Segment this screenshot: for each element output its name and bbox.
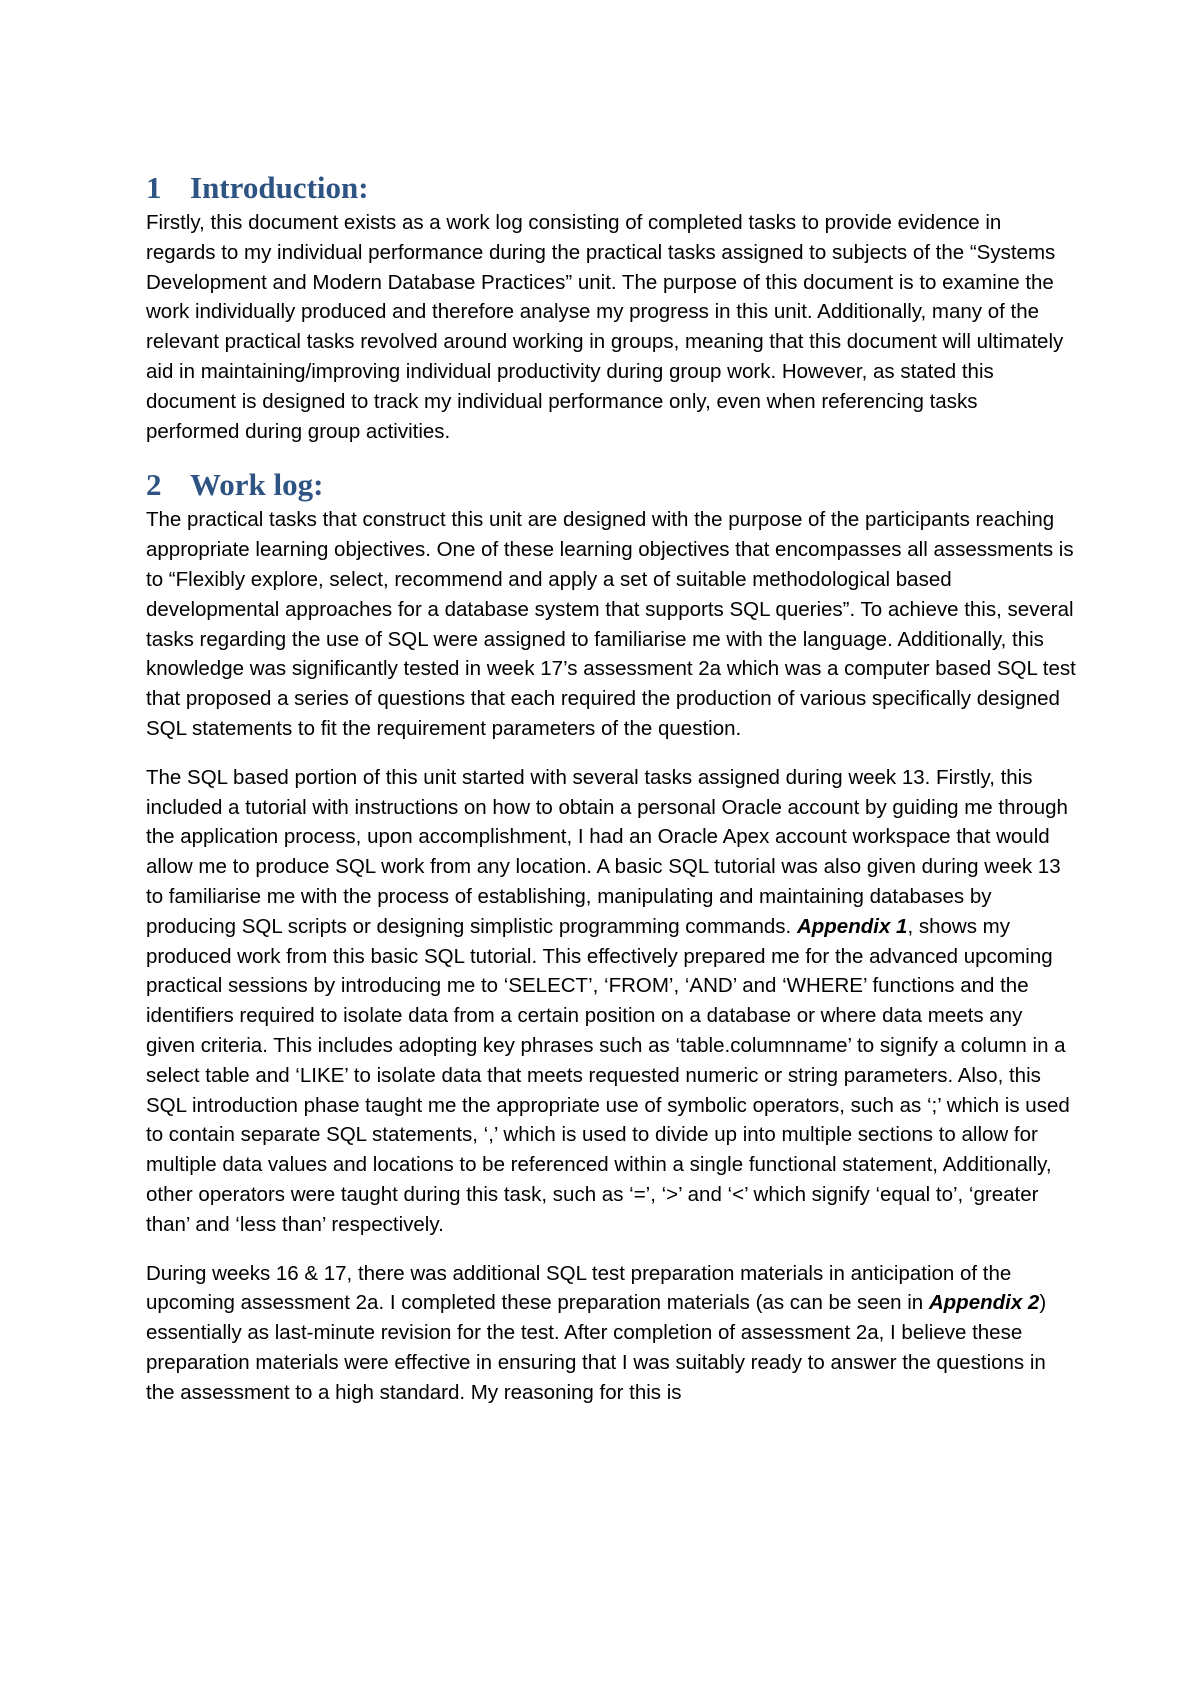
- paragraph-text: ) essentially as last-minute revision for the test. After completion of assessment 2a, I believe these preparation materials were effective in ensuring that I was suitably ready to answer the questions in the assessment to a high standard. My reasoning for this is: [146, 1291, 1047, 1404]
- work-log-paragraph-3: [146, 1259, 1076, 1408]
- appendix-reference: Appendix 1: [796, 914, 908, 938]
- work-log-paragraph-1: The practical tasks that construct this unit are designed with the purpose of the participants reaching appropriate learning objectives. One of these learning objectives that encompasses all assessments is to “Flexibly explore, select, recommend and apply a set of suitable methodological based developmental approaches for a database system that supports SQL queries”. To achieve this, several tasks regarding the use of SQL were assigned to familiarise me with the language. Additionally, this knowledge was significantly tested in week 17’s assessment 2a which was a computer based SQL test that proposed a series of questions that each required the production of various specifically designed SQL statements to fit the requirement parameters of the question.: [146, 508, 1076, 740]
- appendix-reference: Appendix 2: [928, 1291, 1040, 1315]
- paragraph-text: , shows my produced work from this basic SQL tutorial. This effectively prepared me for the advanced upcoming practical sessions by introducing me to ‘SELECT’, ‘FROM’, ‘AND’ and ‘WHERE’ functions and the identifiers required to isolate data from a certain position on a database or where data meets any given criteria. This includes adopting key phrases such as ‘table.columnname’ to signify a column in a select table and ‘LIKE’ to isolate data that meets requested numeric or string parameters. Also, this SQL introduction phase taught me the appropriate use of symbolic operators, such as ‘;’ which is used to contain separate SQL statements, ‘,’ which is used to divide up into multiple sections to allow for multiple data values and locations to be referenced within a single functional statement, Additionally, other operators were taught during this task, such as ‘=’, ‘>’ and ‘<’ which signify ‘equal to’, ‘greater than’ and ‘less than’ respectively.: [146, 914, 1070, 1236]
- work-log-paragraph-2: [146, 763, 1076, 1240]
- paragraph-text: During weeks 16 & 17, there was additional SQL test preparation materials in anticipation of the upcoming assessment 2a. I completed these preparation materials (as can be seen in: [146, 1261, 1012, 1315]
- document-body: [146, 168, 1076, 1426]
- section-title: Introduction:: [190, 170, 369, 205]
- section-number: 1: [146, 170, 162, 205]
- paragraph-text: The SQL based portion of this unit started with several tasks assigned during week 13. Firstly, this included a tutorial with instructions on how to obtain a personal Oracle account by guiding me through the application process, upon accomplishment, I had an Oracle Apex account workspace that would allow me to produce SQL work from any location. A basic SQL tutorial was also given during week 13 to familiarise me with the process of establishing, manipulating and maintaining databases by producing SQL scripts or designing simplistic programming commands.: [146, 765, 1068, 938]
- introduction-paragraph: Firstly, this document exists as a work log consisting of completed tasks to provide evidence in regards to my individual performance during the practical tasks assigned to subjects of the “Systems Development and Modern Database Practices” unit. The purpose of this document is to examine the work individually produced and therefore analyse my progress in this unit. Additionally, many of the relevant practical tasks revolved around working in groups, meaning that this document will ultimately aid in maintaining/improving individual productivity during group work. However, as stated this document is designed to track my individual performance only, even when referencing tasks performed during group activities.: [146, 211, 1064, 443]
- section-heading-work-log: [146, 465, 1076, 505]
- section-heading-introduction: [146, 168, 1076, 208]
- section-title: Work log:: [190, 467, 324, 503]
- section-number: 2: [146, 467, 162, 503]
